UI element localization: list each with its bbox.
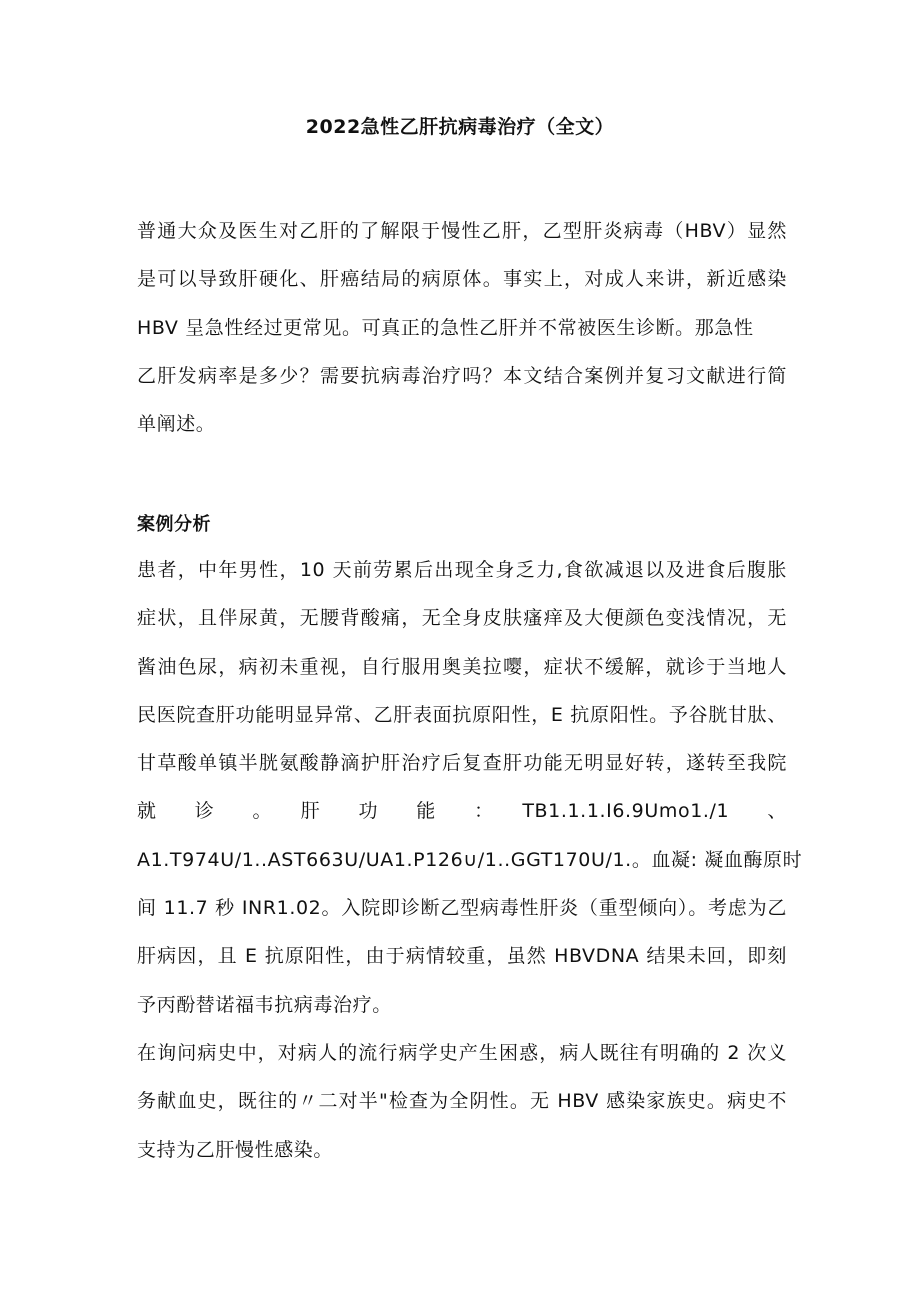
case-line: 甘草酸单镇半胱氨酸静滴护肝治疗后复查肝功能无明显好转，遂转至我院 (137, 752, 787, 774)
intro-line: HBV 呈急性经过更常见。可真正的急性乙肝并不常被医生诊断。那急性 (137, 317, 754, 339)
case-line: 就 诊 。 肝 功 能 ： TB1.1.1.I6.9Umo1./1 、 (137, 800, 787, 822)
section-heading: 案例分析 (137, 514, 211, 535)
case-line: 酱油色尿，病初未重视，自行服用奥美拉嘤，症状不缓解，就诊于当地人 (137, 656, 787, 678)
document-title: 2022急性乙肝抗病毒治疗（全文） (305, 116, 615, 138)
case-line: 肝病因，且 E 抗原阳性，由于病情较重，虽然 HBVDNA 结果未回，即刻 (137, 945, 787, 967)
intro-line: 单阐述。 (137, 413, 216, 435)
history-line: 支持为乙肝慢性感染。 (137, 1139, 334, 1161)
case-line: A1.T974U/1..AST663U/UA1.P126∪/1..GGT170U/1.。血凝: 凝血酶原时 (137, 849, 803, 871)
intro-line: 乙肝发病率是多少？需要抗病毒治疗吗？本文结合案例并复习文献进行简 (137, 365, 787, 387)
case-line: 患者，中年男性，10 天前劳累后出现全身乏力,食欲减退以及进食后腹胀 (137, 559, 787, 581)
case-line: 症状，且伴尿黄，无腰背酸痛，无全身皮肤瘙痒及大便颜色变浅情况，无 (137, 607, 787, 629)
history-line: 务献血史，既往的〃二对半"检查为全阴性。无 HBV 感染家族史。病史不 (137, 1090, 787, 1112)
case-line: 民医院查肝功能明显异常、乙肝表面抗原阳性，E 抗原阳性。予谷胱甘肽、 (137, 704, 787, 726)
case-line: 予丙酚替诺福韦抗病毒治疗。 (137, 994, 392, 1016)
intro-line: 是可以导致肝硬化、肝癌结局的病原体。事实上，对成人来讲，新近感染 (137, 268, 787, 290)
case-line: 间 11.7 秒 INR1.02。入院即诊断乙型病毒性肝炎（重型倾向）。考虑为乙 (137, 897, 787, 919)
history-line: 在询问病史中，对病人的流行病学史产生困惑，病人既往有明确的 2 次义 (137, 1042, 787, 1064)
intro-line: 普通大众及医生对乙肝的了解限于慢性乙肝，乙型肝炎病毒（HBV）显然 (137, 220, 787, 242)
